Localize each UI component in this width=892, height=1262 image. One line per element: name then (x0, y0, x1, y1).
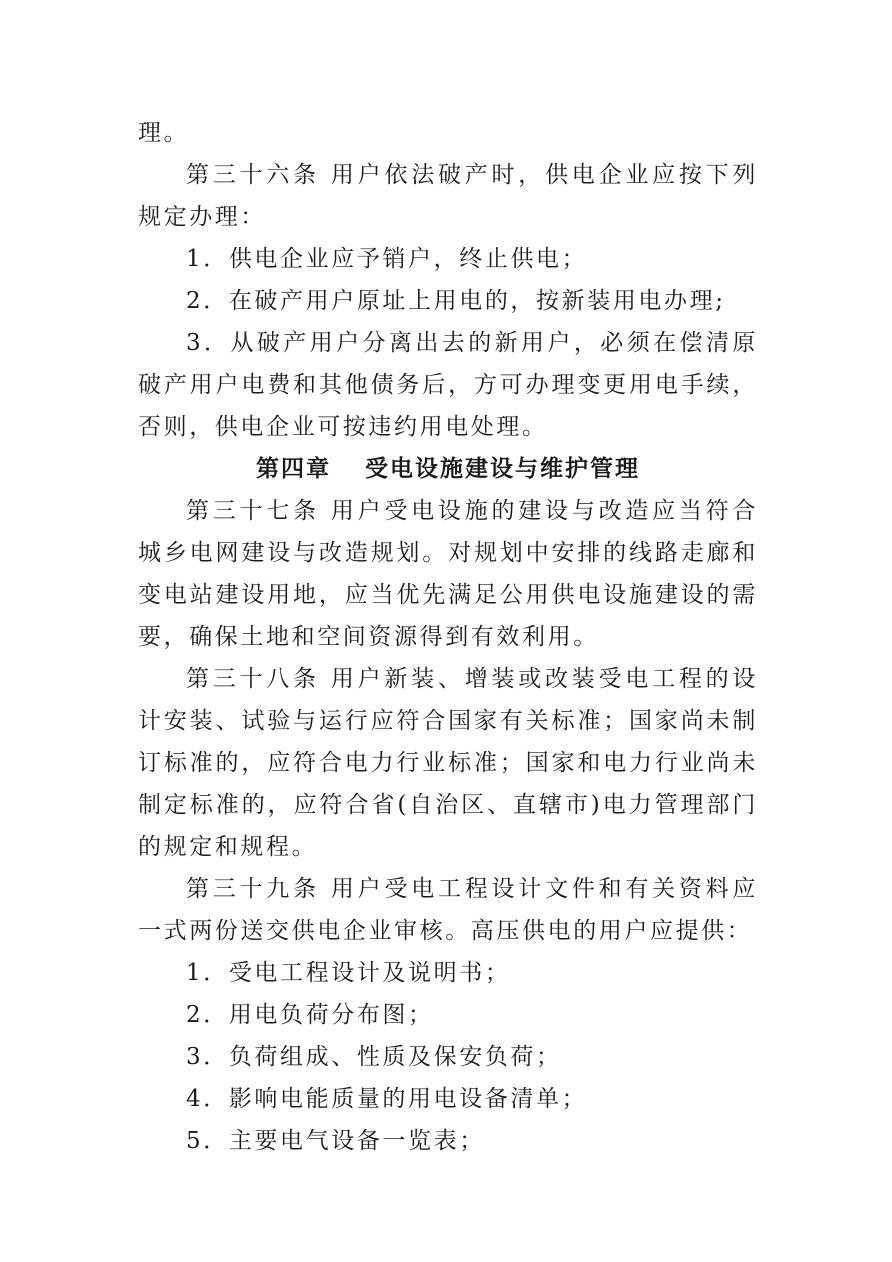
article-37: 第三十七条 用户受电设施的建设与改造应当符合城乡电网建设与改造规划。对规划中安排的线路走廊和变电站建设用地，应当优先满足公用供电设施建设的需要，确保土地和空间资源得到有效利用。 (138, 498, 758, 650)
article-39-item-1: 1．受电工程设计及说明书； (186, 960, 511, 986)
article-36-item-1: 1．供电企业应予销户，终止供电； (186, 246, 588, 272)
article-39-item-4: 4．影响电能质量的用电设备清单； (186, 1086, 588, 1112)
document-page (138, 112, 758, 1162)
article-39-item-2: 2．用电负荷分布图； (186, 1002, 434, 1028)
article-38: 第三十八条 用户新装、增装或改装受电工程的设计安装、试验与运行应符合国家有关标准；国家尚未制订标准的，应符合电力行业标准；国家和电力行业尚未制定标准的，应符合省(自治区、直辖市)电力管理部门的规定和规程。 (138, 666, 758, 860)
continuation-text: 理。 (138, 120, 190, 146)
article-39: 第三十九条 用户受电工程设计文件和有关资料应一式两份送交供电企业审核。高压供电的用户应提供： (138, 876, 758, 944)
chapter-number: 第四章 (256, 456, 331, 482)
article-39-item-5: 5．主要电气设备一览表； (186, 1128, 485, 1154)
chapter-heading (138, 448, 758, 490)
article-36-item-2: 2．在破产用户原址上用电的，按新装用电办理; (186, 288, 726, 314)
chapter-title: 受电设施建设与维护管理 (365, 456, 640, 482)
article-39-item-3: 3．负荷组成、性质及保安负荷； (186, 1044, 562, 1070)
article-36: 第三十六条 用户依法破产时，供电企业应按下列 规定办理： (138, 162, 758, 230)
article-36-item-3: 3．从破产用户分离出去的新用户，必须在偿清原破产用户电费和其他债务后，方可办理变更用电手续，否则，供电企业可按违约用电处理。 (138, 330, 758, 440)
